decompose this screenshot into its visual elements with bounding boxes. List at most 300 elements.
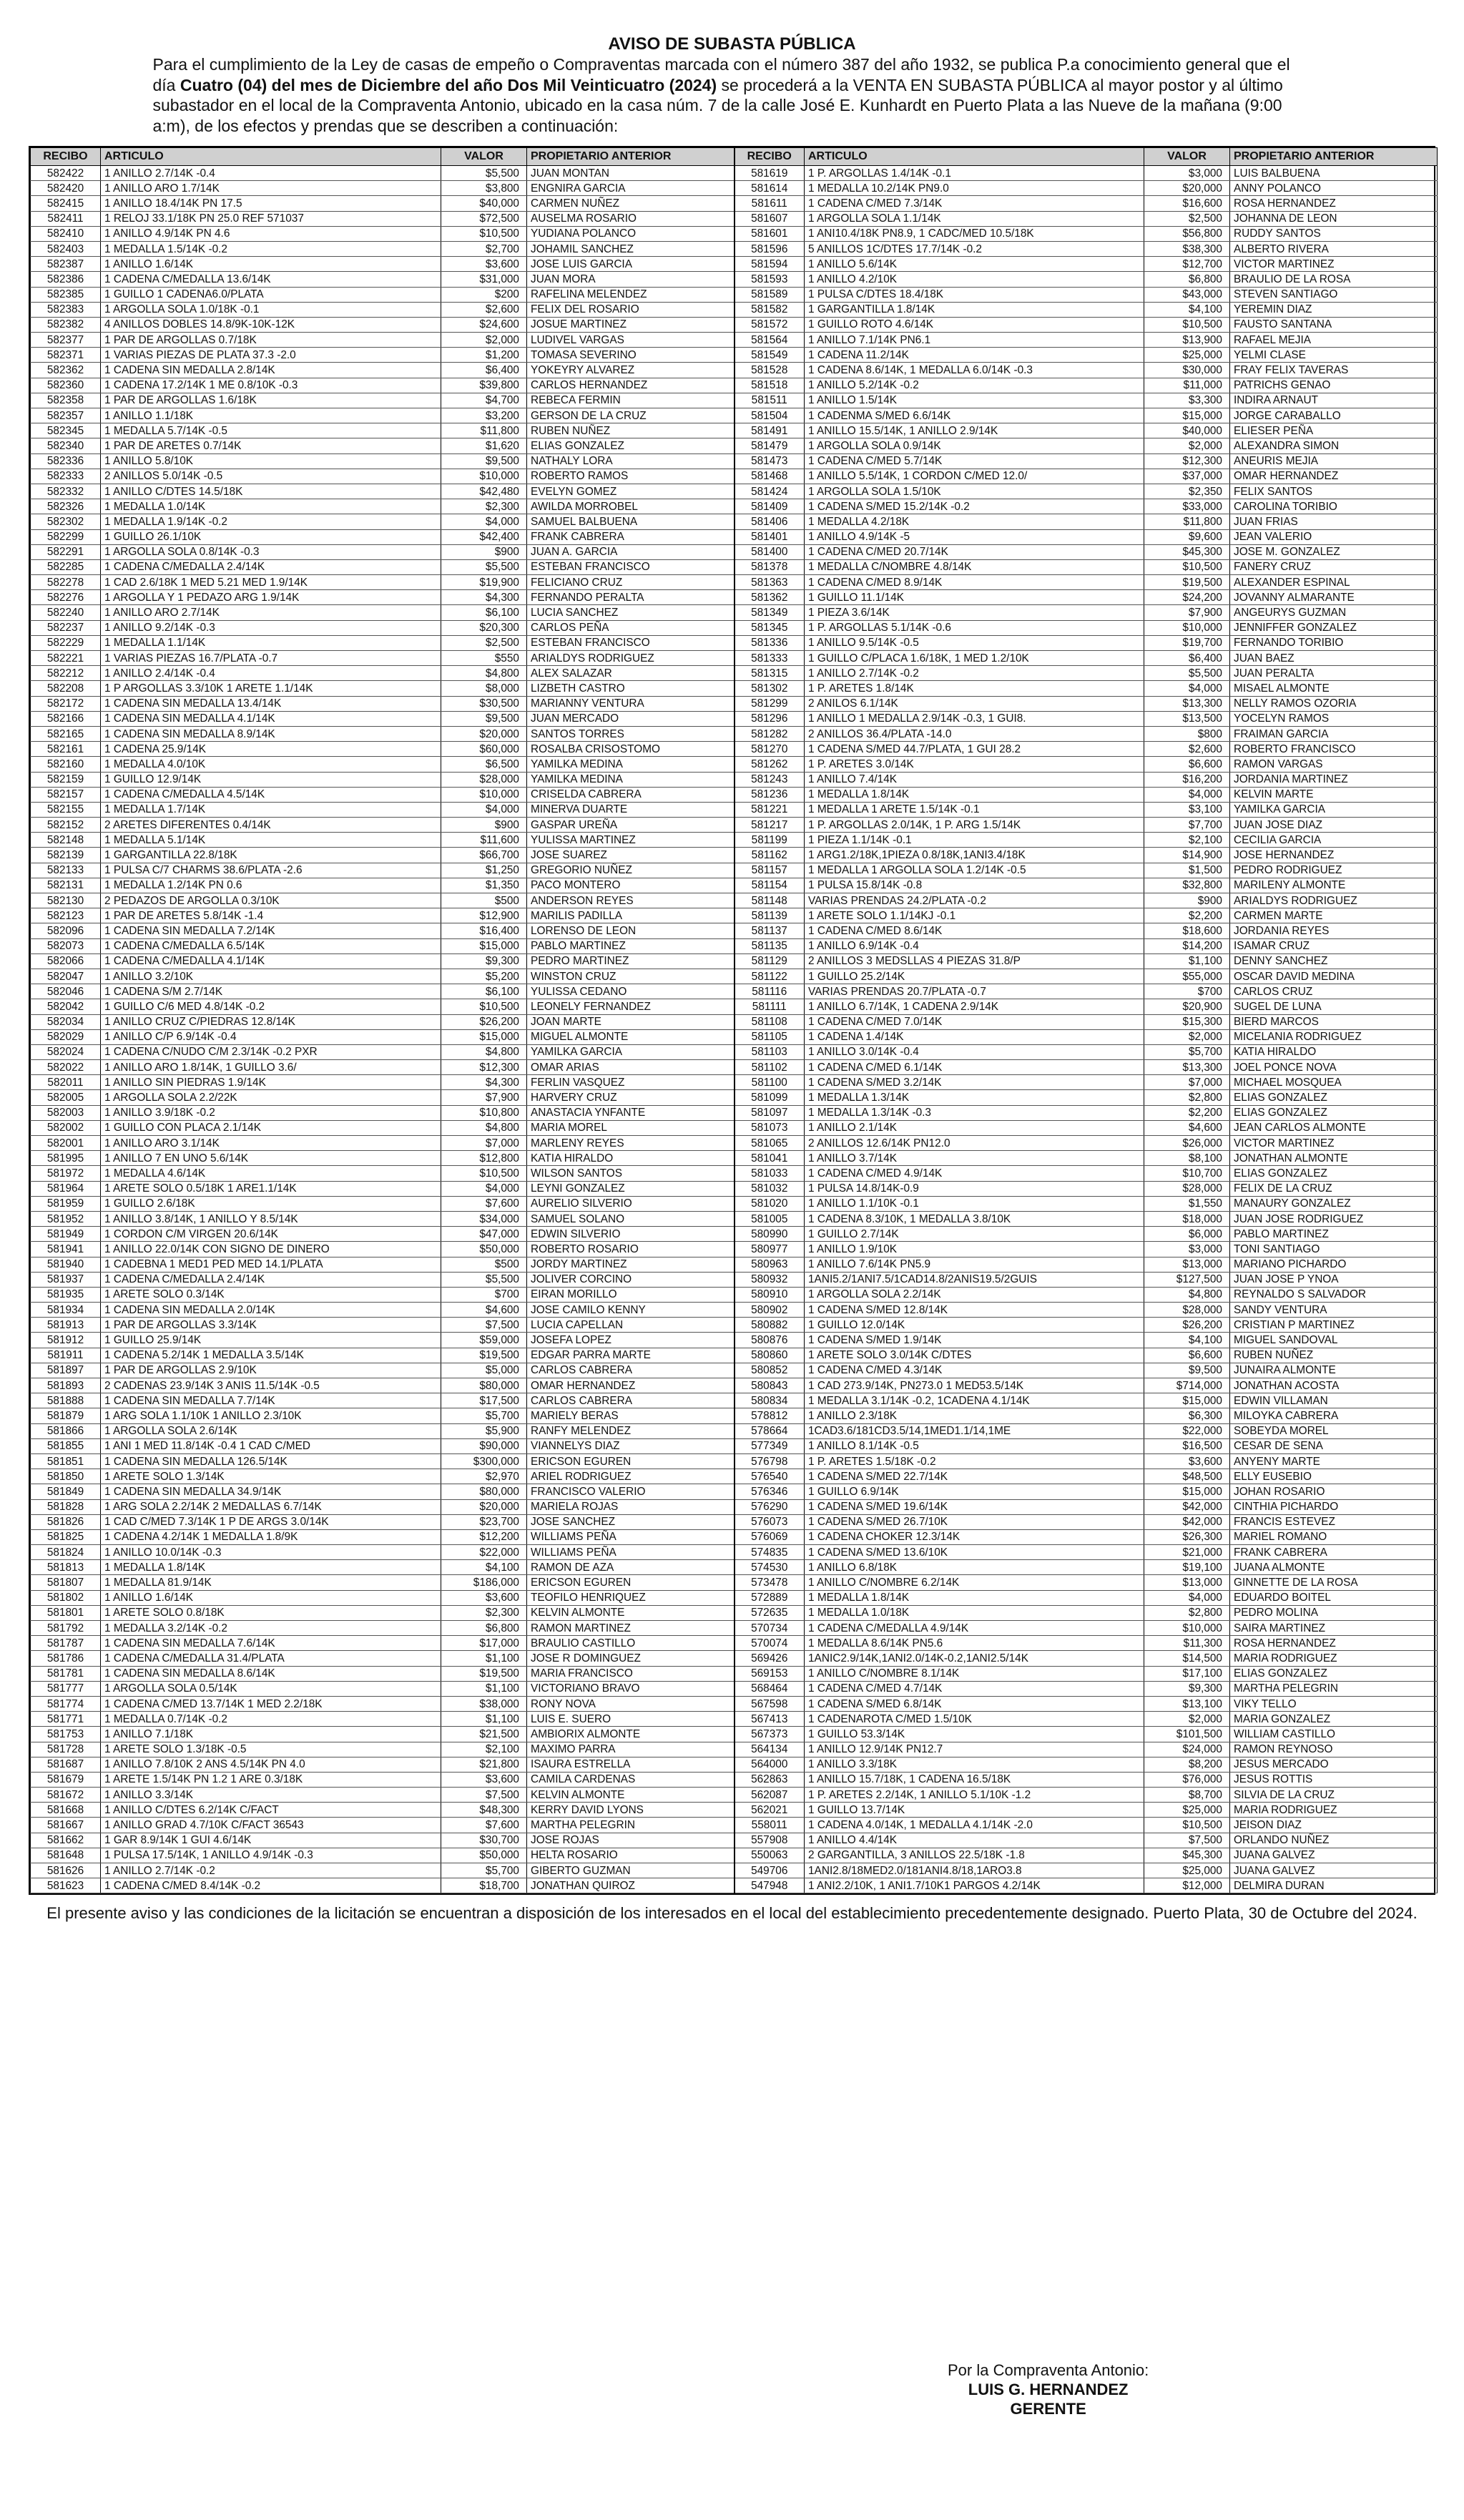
cell-recibo: 582340 xyxy=(31,438,101,453)
cell-propietario: NATHALY LORA xyxy=(527,453,735,469)
cell-recibo: 570734 xyxy=(735,1621,805,1636)
cell-articulo: 1 CADENA C/MEDALLA 13.6/14K xyxy=(101,272,441,287)
cell-propietario: FRANCISCO VALERIO xyxy=(527,1484,735,1499)
cell-articulo: 1 PAR DE ARGOLLAS 3.3/14K xyxy=(101,1318,441,1333)
cell-valor: $2,800 xyxy=(1144,1090,1230,1105)
cell-valor: $4,700 xyxy=(441,393,527,408)
cell-propietario: CRISTIAN P MARTINEZ xyxy=(1230,1318,1438,1333)
cell-recibo: 582422 xyxy=(31,166,101,181)
cell-propietario: OSCAR DAVID MEDINA xyxy=(1230,969,1438,984)
cell-recibo: 581668 xyxy=(31,1803,101,1818)
cell-propietario: ELIAS GONZALEZ xyxy=(1230,1090,1438,1105)
cell-valor: $22,000 xyxy=(1144,1423,1230,1438)
cell-articulo: 1 ARGOLLA SOLA 1.1/14K xyxy=(805,211,1144,226)
table-row xyxy=(31,1529,1438,1544)
table-row xyxy=(31,1545,1438,1560)
cell-recibo: 582208 xyxy=(31,681,101,696)
cell-articulo: 1 ARGOLLA SOLA 0.8/14K -0.3 xyxy=(101,544,441,559)
cell-valor: $900 xyxy=(441,818,527,833)
cell-articulo: 1 GUILLO 6.9/14K xyxy=(805,1484,1144,1499)
cell-recibo: 582165 xyxy=(31,726,101,741)
cell-recibo: 582159 xyxy=(31,772,101,787)
cell-recibo: 581154 xyxy=(735,878,805,893)
table-row xyxy=(31,711,1438,726)
cell-propietario: ROSA HERNANDEZ xyxy=(1230,1636,1438,1651)
cell-recibo: 582029 xyxy=(31,1029,101,1044)
cell-propietario: LUCIA SANCHEZ xyxy=(527,605,735,620)
cell-recibo: 582357 xyxy=(31,408,101,423)
cell-propietario: JOHANNA DE LEON xyxy=(1230,211,1438,226)
cell-propietario: JUANA ALMONTE xyxy=(1230,1560,1438,1575)
cell-articulo: 1 ANILLO 3.9/18K -0.2 xyxy=(101,1105,441,1120)
cell-valor: $32,800 xyxy=(1144,878,1230,893)
cell-valor: $19,500 xyxy=(441,1348,527,1363)
cell-propietario: PABLO MARTINEZ xyxy=(1230,1227,1438,1242)
cell-valor: $2,000 xyxy=(1144,438,1230,453)
cell-recibo: 581099 xyxy=(735,1090,805,1105)
cell-propietario: FRANK CABRERA xyxy=(527,529,735,544)
cell-articulo: 1 ANILLO 4.4/14K xyxy=(805,1833,1144,1848)
cell-valor: $19,900 xyxy=(441,575,527,590)
table-row xyxy=(31,1651,1438,1666)
cell-propietario: EIRAN MORILLO xyxy=(527,1287,735,1302)
table-row xyxy=(31,1151,1438,1166)
cell-valor: $7,600 xyxy=(441,1818,527,1833)
cell-articulo: 1 MEDALLA 81.9/14K xyxy=(101,1575,441,1590)
cell-articulo: 1 ARETE SOLO 0.8/18K xyxy=(101,1605,441,1620)
cell-recibo: 582278 xyxy=(31,575,101,590)
cell-propietario: FERNANDO PERALTA xyxy=(527,590,735,605)
cell-recibo: 581108 xyxy=(735,1014,805,1029)
cell-recibo: 581667 xyxy=(31,1818,101,1833)
cell-recibo: 581728 xyxy=(31,1742,101,1757)
table-row xyxy=(31,302,1438,317)
cell-recibo: 581582 xyxy=(735,302,805,317)
cell-valor: $1,100 xyxy=(441,1651,527,1666)
cell-articulo: VARIAS PRENDAS 24.2/PLATA -0.2 xyxy=(805,893,1144,908)
cell-articulo: 1 CADENA C/MEDALLA 4.1/14K xyxy=(101,953,441,969)
cell-valor: $10,500 xyxy=(1144,1818,1230,1833)
cell-propietario: CAROLINA TORIBIO xyxy=(1230,499,1438,514)
cell-valor: $3,100 xyxy=(1144,802,1230,817)
cell-propietario: RAMON DE AZA xyxy=(527,1560,735,1575)
cell-propietario: LUCIA CAPELLAN xyxy=(527,1318,735,1333)
cell-valor: $3,300 xyxy=(1144,393,1230,408)
cell-articulo: 1 CADENA S/MED 6.8/14K xyxy=(805,1696,1144,1711)
cell-propietario: ARIALDYS RODRIGUEZ xyxy=(1230,893,1438,908)
cell-recibo: 581065 xyxy=(735,1136,805,1151)
cell-recibo: 581129 xyxy=(735,953,805,969)
cell-articulo: 1 ANI2.2/10K, 1 ANI1.7/10K1 PARGOS 4.2/14K xyxy=(805,1878,1144,1893)
cell-valor: $2,800 xyxy=(1144,1605,1230,1620)
cell-propietario: JUNAIRA ALMONTE xyxy=(1230,1363,1438,1378)
cell-recibo: 581594 xyxy=(735,257,805,272)
cell-propietario: YEREMIN DIAZ xyxy=(1230,302,1438,317)
cell-propietario: MARIA MOREL xyxy=(527,1120,735,1135)
cell-valor: $2,200 xyxy=(1144,1105,1230,1120)
cell-propietario: VIKY TELLO xyxy=(1230,1696,1438,1711)
cell-articulo: 1 GUILLO 25.2/14K xyxy=(805,969,1144,984)
cell-articulo: 1 ANILLO GRAD 4.7/10K C/FACT 36543 xyxy=(101,1818,441,1833)
cell-propietario: MARIA RODRIGUEZ xyxy=(1230,1651,1438,1666)
cell-propietario: YULISSA CEDANO xyxy=(527,984,735,999)
cell-recibo: 581199 xyxy=(735,833,805,848)
cell-recibo: 581807 xyxy=(31,1575,101,1590)
cell-valor: $6,600 xyxy=(1144,757,1230,772)
cell-propietario: FERLIN VASQUEZ xyxy=(527,1075,735,1090)
cell-propietario: SAMUEL SOLANO xyxy=(527,1211,735,1226)
table-row xyxy=(31,333,1438,348)
cell-valor: $24,200 xyxy=(1144,590,1230,605)
cell-propietario: FRAY FELIX TAVERAS xyxy=(1230,363,1438,378)
cell-propietario: KELVIN ALMONTE xyxy=(527,1605,735,1620)
cell-articulo: 1 ANILLO 12.9/14K PN12.7 xyxy=(805,1742,1144,1757)
cell-recibo: 582024 xyxy=(31,1044,101,1059)
cell-propietario: ESTEBAN FRANCISCO xyxy=(527,559,735,574)
cell-recibo: 581157 xyxy=(735,863,805,878)
cell-recibo: 582336 xyxy=(31,453,101,469)
table-row xyxy=(31,1272,1438,1287)
cell-recibo: 581813 xyxy=(31,1560,101,1575)
cell-valor: $23,700 xyxy=(441,1514,527,1529)
cell-valor: $30,000 xyxy=(1144,363,1230,378)
table-row xyxy=(31,575,1438,590)
cell-valor: $19,500 xyxy=(1144,575,1230,590)
cell-valor: $8,100 xyxy=(1144,1151,1230,1166)
cell-articulo: 1 ANILLO C/NOMBRE 6.2/14K xyxy=(805,1575,1144,1590)
cell-propietario: VICTORIANO BRAVO xyxy=(527,1681,735,1696)
table-row xyxy=(31,1348,1438,1363)
cell-valor: $1,500 xyxy=(1144,863,1230,878)
table-row xyxy=(31,1621,1438,1636)
cell-valor: $4,000 xyxy=(441,802,527,817)
cell-articulo: 1 MEDALLA 1.0/18K xyxy=(805,1605,1144,1620)
cell-propietario: JOEL PONCE NOVA xyxy=(1230,1060,1438,1075)
cell-propietario: ANASTACIA YNFANTE xyxy=(527,1105,735,1120)
cell-propietario: KELVIN ALMONTE xyxy=(527,1788,735,1803)
cell-recibo: 582387 xyxy=(31,257,101,272)
table-row xyxy=(31,742,1438,757)
cell-valor: $12,900 xyxy=(441,908,527,923)
cell-propietario: JOSE ROJAS xyxy=(527,1833,735,1848)
cell-propietario: JOSEFA LOPEZ xyxy=(527,1333,735,1348)
cell-articulo: 1 ANILLO 6.8/18K xyxy=(805,1560,1144,1575)
cell-articulo: 1 ANILLO 1.1/10K -0.1 xyxy=(805,1196,1144,1211)
table-row xyxy=(31,1090,1438,1105)
table-row xyxy=(31,1393,1438,1408)
table-body xyxy=(31,166,1438,1893)
cell-valor: $2,300 xyxy=(441,1605,527,1620)
cell-valor: $21,000 xyxy=(1144,1545,1230,1560)
cell-propietario: KATIA HIRALDO xyxy=(1230,1044,1438,1059)
cell-propietario: CRISELDA CABRERA xyxy=(527,787,735,802)
cell-propietario: REYNALDO S SALVADOR xyxy=(1230,1287,1438,1302)
cell-recibo: 582240 xyxy=(31,605,101,620)
cell-propietario: CARLOS HERNANDEZ xyxy=(527,378,735,393)
cell-valor: $16,400 xyxy=(441,923,527,938)
cell-recibo: 581849 xyxy=(31,1484,101,1499)
cell-propietario: JUAN A. GARCIA xyxy=(527,544,735,559)
cell-valor: $59,000 xyxy=(441,1333,527,1348)
cell-articulo: 1 MEDALLA 5.7/14K -0.5 xyxy=(101,423,441,438)
cell-propietario: JOLIVER CORCINO xyxy=(527,1272,735,1287)
cell-propietario: SAMUEL BALBUENA xyxy=(527,514,735,529)
cell-recibo: 582326 xyxy=(31,499,101,514)
cell-propietario: DENNY SANCHEZ xyxy=(1230,953,1438,969)
cell-valor: $2,500 xyxy=(441,635,527,650)
cell-articulo: 1 GUILLO 12.9/14K xyxy=(101,772,441,787)
cell-valor: $550 xyxy=(441,651,527,666)
cell-articulo: 1 CADENA C/MEDALLA 2.4/14K xyxy=(101,1272,441,1287)
cell-articulo: 1 MEDALLA 1.0/14K xyxy=(101,499,441,514)
cell-propietario: EDWIN VILLAMAN xyxy=(1230,1393,1438,1408)
cell-propietario: RAMON REYNOSO xyxy=(1230,1742,1438,1757)
cell-valor: $13,300 xyxy=(1144,1060,1230,1075)
cell-propietario: NELLY RAMOS OZORIA xyxy=(1230,696,1438,711)
table-row xyxy=(31,1211,1438,1226)
cell-valor: $80,000 xyxy=(441,1378,527,1393)
cell-propietario: MARIA FRANCISCO xyxy=(527,1666,735,1681)
cell-propietario: PEDRO MOLINA xyxy=(1230,1605,1438,1620)
cell-propietario: OMAR HERNANDEZ xyxy=(1230,469,1438,484)
cell-articulo: 1 ANILLO ARO 1.7/14K xyxy=(101,181,441,196)
cell-valor: $56,800 xyxy=(1144,226,1230,241)
cell-articulo: 1 ARETE SOLO 1.3/14K xyxy=(101,1469,441,1484)
cell-recibo: 582139 xyxy=(31,848,101,863)
cell-articulo: 1 P. ARETES 3.0/14K xyxy=(805,757,1144,772)
cell-articulo: 1 ANILLO 5.5/14K, 1 CORDON C/MED 12.0/ xyxy=(805,469,1144,484)
cell-propietario: MARILIS PADILLA xyxy=(527,908,735,923)
cell-valor: $15,300 xyxy=(1144,1014,1230,1029)
cell-recibo: 577349 xyxy=(735,1438,805,1453)
cell-propietario: ERICSON EGUREN xyxy=(527,1575,735,1590)
table-row xyxy=(31,211,1438,226)
cell-propietario: YOCELYN RAMOS xyxy=(1230,711,1438,726)
cell-propietario: EVELYN GOMEZ xyxy=(527,484,735,499)
cell-propietario: RAMON VARGAS xyxy=(1230,757,1438,772)
cell-recibo: 582420 xyxy=(31,181,101,196)
cell-recibo: 581073 xyxy=(735,1120,805,1135)
cell-propietario: MARIA RODRIGUEZ xyxy=(1230,1803,1438,1818)
cell-valor: $11,800 xyxy=(1144,514,1230,529)
table-row xyxy=(31,605,1438,620)
cell-articulo: 1 CADENA C/MED 5.7/14K xyxy=(805,453,1144,469)
cell-propietario: VICTOR MARTINEZ xyxy=(1230,1136,1438,1151)
cell-recibo: 581005 xyxy=(735,1211,805,1226)
cell-propietario: ALEX SALAZAR xyxy=(527,666,735,681)
table-row xyxy=(31,772,1438,787)
cell-propietario: ALEXANDRA SIMON xyxy=(1230,438,1438,453)
table-row xyxy=(31,1166,1438,1181)
cell-articulo: 1 P. ARETES 1.8/14K xyxy=(805,681,1144,696)
cell-propietario: JORDANIA REYES xyxy=(1230,923,1438,938)
cell-articulo: 1 CADENA C/MED 8.4/14K -0.2 xyxy=(101,1878,441,1893)
cell-valor: $5,500 xyxy=(441,166,527,181)
cell-valor: $2,300 xyxy=(441,499,527,514)
cell-recibo: 581959 xyxy=(31,1196,101,1211)
cell-valor: $26,000 xyxy=(1144,1136,1230,1151)
cell-recibo: 581162 xyxy=(735,848,805,863)
table-row xyxy=(31,378,1438,393)
cell-recibo: 581549 xyxy=(735,348,805,363)
table-row xyxy=(31,1318,1438,1333)
cell-recibo: 581611 xyxy=(735,196,805,211)
table-row xyxy=(31,590,1438,605)
cell-propietario: YAMILKA MEDINA xyxy=(527,772,735,787)
cell-propietario: JONATHAN ALMONTE xyxy=(1230,1151,1438,1166)
table-row xyxy=(31,923,1438,938)
table-row xyxy=(31,1408,1438,1423)
cell-valor: $5,700 xyxy=(441,1863,527,1878)
cell-valor: $11,800 xyxy=(441,423,527,438)
cell-articulo: 1 CADENA C/MED 4.7/14K xyxy=(805,1681,1144,1696)
cell-valor: $3,600 xyxy=(441,257,527,272)
cell-propietario: FRAIMAN GARCIA xyxy=(1230,726,1438,741)
cell-propietario: KATIA HIRALDO xyxy=(527,1151,735,1166)
cell-propietario: ANEURIS MEJIA xyxy=(1230,453,1438,469)
table-row xyxy=(31,1303,1438,1318)
table-row xyxy=(31,1803,1438,1818)
cell-recibo: 569153 xyxy=(735,1666,805,1681)
cell-articulo: 1 CADENA C/MED 6.1/14K xyxy=(805,1060,1144,1075)
cell-articulo: 1 MEDALLA 1.8/14K xyxy=(101,1560,441,1575)
signature-role: GERENTE xyxy=(1010,2400,1086,2418)
cell-articulo: 1 ANILLO 4.9/14K -5 xyxy=(805,529,1144,544)
cell-propietario: JOVANNY ALMARANTE xyxy=(1230,590,1438,605)
cell-valor: $800 xyxy=(1144,726,1230,741)
cell-recibo: 582411 xyxy=(31,211,101,226)
cell-recibo: 567373 xyxy=(735,1727,805,1742)
cell-propietario: ANDERSON REYES xyxy=(527,893,735,908)
table-row xyxy=(31,818,1438,833)
cell-recibo: 581345 xyxy=(735,620,805,635)
cell-recibo: 581935 xyxy=(31,1287,101,1302)
cell-propietario: JESUS MERCADO xyxy=(1230,1757,1438,1772)
cell-articulo: 1 CADENA 8.3/10K, 1 MEDALLA 3.8/10K xyxy=(805,1211,1144,1226)
cell-propietario: ISAMAR CRUZ xyxy=(1230,938,1438,953)
cell-articulo: 1 GUILLO 1 CADENA6.0/PLATA xyxy=(101,287,441,302)
cell-valor: $7,500 xyxy=(441,1788,527,1803)
cell-recibo: 581753 xyxy=(31,1727,101,1742)
cell-articulo: 1 CADENA 4.0/14K, 1 MEDALLA 4.1/14K -2.0 xyxy=(805,1818,1144,1833)
table-row xyxy=(31,1833,1438,1848)
cell-valor: $5,500 xyxy=(441,1272,527,1287)
cell-recibo: 581912 xyxy=(31,1333,101,1348)
cell-propietario: SAIRA MARTINEZ xyxy=(1230,1621,1438,1636)
cell-recibo: 581315 xyxy=(735,666,805,681)
cell-propietario: ELIAS GONZALEZ xyxy=(1230,1666,1438,1681)
cell-recibo: 582276 xyxy=(31,590,101,605)
table-row xyxy=(31,272,1438,287)
cell-valor: $3,000 xyxy=(1144,166,1230,181)
cell-propietario: AURELIO SILVERIO xyxy=(527,1196,735,1211)
cell-articulo: 1 P. ARETES 2.2/14K, 1 ANILLO 5.1/10K -1.2 xyxy=(805,1788,1144,1803)
cell-valor: $2,000 xyxy=(1144,1712,1230,1727)
cell-propietario: ELIAS GONZALEZ xyxy=(1230,1105,1438,1120)
cell-valor: $6,400 xyxy=(441,363,527,378)
cell-propietario: LEYNI GONZALEZ xyxy=(527,1181,735,1196)
cell-valor: $24,600 xyxy=(441,317,527,332)
cell-articulo: 1 GUILLO ROTO 4.6/14K xyxy=(805,317,1144,332)
cell-valor: $2,600 xyxy=(1144,742,1230,757)
cell-propietario: VIANNELYS DIAZ xyxy=(527,1438,735,1453)
cell-propietario: REBECA FERMIN xyxy=(527,393,735,408)
cell-propietario: OMAR HERNANDEZ xyxy=(527,1378,735,1393)
cell-propietario: JESUS ROTTIS xyxy=(1230,1772,1438,1787)
cell-articulo: 1 ANILLO C/P 6.9/14K -0.4 xyxy=(101,1029,441,1044)
cell-recibo: 582152 xyxy=(31,818,101,833)
table-row xyxy=(31,681,1438,696)
cell-recibo: 582212 xyxy=(31,666,101,681)
cell-valor: $9,500 xyxy=(441,711,527,726)
table-row xyxy=(31,1242,1438,1257)
cell-articulo: 1 ANILLO 3.8/14K, 1 ANILLO Y 8.5/14K xyxy=(101,1211,441,1226)
table-header-row xyxy=(31,148,1438,166)
table-row xyxy=(31,226,1438,241)
cell-articulo: 1 CADENA C/MEDALLA 2.4/14K xyxy=(101,559,441,574)
cell-recibo: 581952 xyxy=(31,1211,101,1226)
cell-recibo: 576798 xyxy=(735,1453,805,1469)
cell-valor: $1,250 xyxy=(441,863,527,878)
cell-propietario: WINSTON CRUZ xyxy=(527,969,735,984)
cell-articulo: 1 RELOJ 33.1/18K PN 25.0 REF 571037 xyxy=(101,211,441,226)
cell-propietario: MILOYKA CABRERA xyxy=(1230,1408,1438,1423)
cell-propietario: JOSUE MARTINEZ xyxy=(527,317,735,332)
table-row xyxy=(31,953,1438,969)
cell-valor: $33,000 xyxy=(1144,499,1230,514)
cell-valor: $15,000 xyxy=(1144,1484,1230,1499)
cell-recibo: 547948 xyxy=(735,1878,805,1893)
header-valor: VALOR xyxy=(441,148,527,166)
cell-valor: $4,100 xyxy=(441,1560,527,1575)
cell-propietario: GASPAR UREÑA xyxy=(527,818,735,833)
cell-propietario: ERICSON EGUREN xyxy=(527,1453,735,1469)
cell-articulo: 1 MEDALLA 8.6/14K PN5.6 xyxy=(805,1636,1144,1651)
cell-recibo: 581116 xyxy=(735,984,805,999)
cell-valor: $4,800 xyxy=(441,1044,527,1059)
cell-valor: $4,000 xyxy=(1144,1590,1230,1605)
cell-valor: $10,800 xyxy=(441,1105,527,1120)
cell-propietario: JORDY MARTINEZ xyxy=(527,1257,735,1272)
cell-valor: $90,000 xyxy=(441,1438,527,1453)
cell-articulo: 1 CADENA CHOKER 12.3/14K xyxy=(805,1529,1144,1544)
table-row xyxy=(31,1818,1438,1833)
cell-valor: $40,000 xyxy=(441,196,527,211)
cell-articulo: 2 ARETES DIFERENTES 0.4/14K xyxy=(101,818,441,833)
table-row xyxy=(31,423,1438,438)
cell-recibo: 581949 xyxy=(31,1227,101,1242)
cell-propietario: ORLANDO NUÑEZ xyxy=(1230,1833,1438,1848)
cell-articulo: 1 CADENA SIN MEDALLA 4.1/14K xyxy=(101,711,441,726)
cell-valor: $6,800 xyxy=(1144,272,1230,287)
table-row xyxy=(31,469,1438,484)
cell-valor: $1,100 xyxy=(441,1681,527,1696)
cell-recibo: 580882 xyxy=(735,1318,805,1333)
cell-articulo: 1 CADENA S/MED 1.9/14K xyxy=(805,1333,1144,1348)
cell-valor: $5,500 xyxy=(1144,666,1230,681)
cell-propietario: YULISSA MARTINEZ xyxy=(527,833,735,848)
cell-recibo: 582382 xyxy=(31,317,101,332)
cell-propietario: JUAN PERALTA xyxy=(1230,666,1438,681)
cell-recibo: 580932 xyxy=(735,1272,805,1287)
cell-recibo: 582022 xyxy=(31,1060,101,1075)
cell-articulo: 1 VARIAS PIEZAS DE PLATA 37.3 -2.0 xyxy=(101,348,441,363)
cell-valor: $4,800 xyxy=(441,666,527,681)
cell-articulo: 2 PEDAZOS DE ARGOLLA 0.3/10K xyxy=(101,893,441,908)
cell-recibo: 581777 xyxy=(31,1681,101,1696)
cell-recibo: 581828 xyxy=(31,1499,101,1514)
cell-valor: $7,000 xyxy=(441,1136,527,1151)
